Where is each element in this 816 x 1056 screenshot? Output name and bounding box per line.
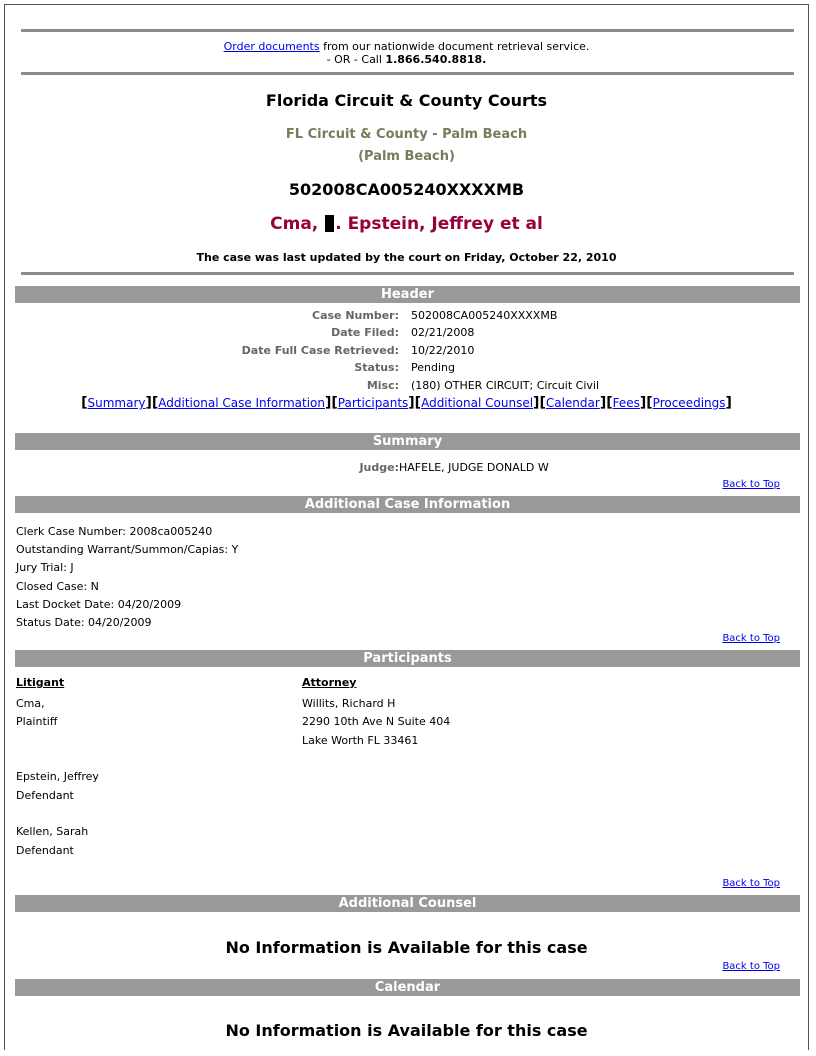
- top-rule: [21, 29, 794, 32]
- field-value: 502008CA005240XXXXMB: [411, 309, 558, 322]
- order-notice-text: from our nationwide document retrieval service.: [319, 40, 590, 53]
- order-documents-link[interactable]: Order documents: [223, 40, 320, 53]
- section-participants-bar: Participants: [15, 650, 800, 667]
- field-value: 02/21/2008: [411, 326, 475, 339]
- call-prefix: - OR - Call: [326, 53, 386, 66]
- field-label: Case Number:: [312, 309, 399, 322]
- nav-link-fees[interactable]: Fees: [612, 396, 640, 410]
- attorney-column-header: Attorney: [302, 676, 357, 689]
- case-parties: [5, 214, 808, 234]
- court-title: Florida Circuit & County Courts: [265, 91, 548, 110]
- nav-link-additional-case-info[interactable]: Additional Case Information: [158, 396, 325, 410]
- no-info-message: No Information is Available for this case: [225, 938, 588, 957]
- attorney-address-1: 2290 10th Ave N Suite 404: [302, 715, 451, 728]
- attorney-name: Willits, Richard H: [302, 697, 396, 710]
- case-number-title: 502008CA005240XXXXMB: [288, 180, 525, 199]
- phone-number: 1.866.540.8818.: [385, 53, 487, 66]
- nav-link-proceedings[interactable]: Proceedings: [652, 396, 726, 410]
- parties-prefix: Cma,: [270, 214, 325, 234]
- nav-link-summary[interactable]: Summary: [87, 396, 146, 410]
- field-label: Date Filed:: [331, 326, 399, 339]
- back-to-top-link[interactable]: Back to Top: [722, 479, 780, 490]
- document-frame: [4, 4, 809, 1050]
- section-calendar-bar: Calendar: [15, 979, 800, 996]
- order-notice: [5, 40, 808, 66]
- court-subtitle-1: FL Circuit & County - Palm Beach: [285, 127, 528, 142]
- back-to-top-link[interactable]: Back to Top: [722, 961, 780, 972]
- field-label: Misc:: [366, 379, 399, 392]
- section-additional-case-info-bar: Additional Case Information: [15, 496, 800, 513]
- litigant-name: Cma,: [16, 697, 45, 710]
- court-subtitle-2: (Palm Beach): [358, 149, 455, 164]
- section-nav: [Summary][Additional Case Information][Participants][Additional Counsel][Calendar][Fees][Proceedings]: [81, 395, 732, 411]
- back-to-top-link[interactable]: Back to Top: [722, 633, 780, 644]
- section-header-bar: Header: [15, 286, 800, 303]
- last-docket-date: Last Docket Date: 04/20/2009: [16, 598, 182, 611]
- section-additional-counsel-bar: Additional Counsel: [15, 895, 800, 912]
- nav-link-participants[interactable]: Participants: [337, 396, 409, 410]
- litigant-name: Epstein, Jeffrey: [16, 770, 99, 783]
- nav-link-calendar[interactable]: Calendar: [545, 396, 600, 410]
- litigant-column-header: Litigant: [16, 676, 65, 689]
- field-value: HAFELE, JUDGE DONALD W: [399, 461, 549, 474]
- section-summary-bar: Summary: [15, 433, 800, 450]
- field-value: (180) OTHER CIRCUIT; Circuit Civil: [411, 379, 599, 392]
- parties-suffix: . Epstein, Jeffrey et al: [335, 214, 543, 234]
- field-value: 10/22/2010: [411, 344, 475, 357]
- litigant-role: Defendant: [16, 844, 74, 857]
- nav-link-additional-counsel[interactable]: Additional Counsel: [421, 396, 534, 410]
- status-date: Status Date: 04/20/2009: [16, 616, 152, 629]
- litigant-role: Plaintiff: [16, 715, 58, 728]
- field-label: Judge:: [359, 461, 399, 474]
- clerk-case-number: Clerk Case Number: 2008ca005240: [16, 525, 213, 538]
- field-label: Status:: [354, 361, 399, 374]
- last-updated: The case was last updated by the court on Friday, October 22, 2010: [196, 251, 617, 264]
- redaction-block: [325, 215, 334, 232]
- litigant-role: Defendant: [16, 789, 74, 802]
- field-value: Pending: [411, 361, 455, 374]
- notice-rule: [21, 72, 794, 75]
- closed-case: Closed Case: N: [16, 580, 99, 593]
- field-label: Date Full Case Retrieved:: [241, 344, 399, 357]
- title-rule: [21, 272, 794, 275]
- no-info-message: No Information is Available for this case: [225, 1021, 588, 1040]
- outstanding-warrant: Outstanding Warrant/Summon/Capias: Y: [16, 543, 239, 556]
- back-to-top-link[interactable]: Back to Top: [722, 878, 780, 889]
- attorney-address-2: Lake Worth FL 33461: [302, 734, 419, 747]
- litigant-name: Kellen, Sarah: [16, 825, 89, 838]
- jury-trial: Jury Trial: J: [16, 561, 74, 574]
